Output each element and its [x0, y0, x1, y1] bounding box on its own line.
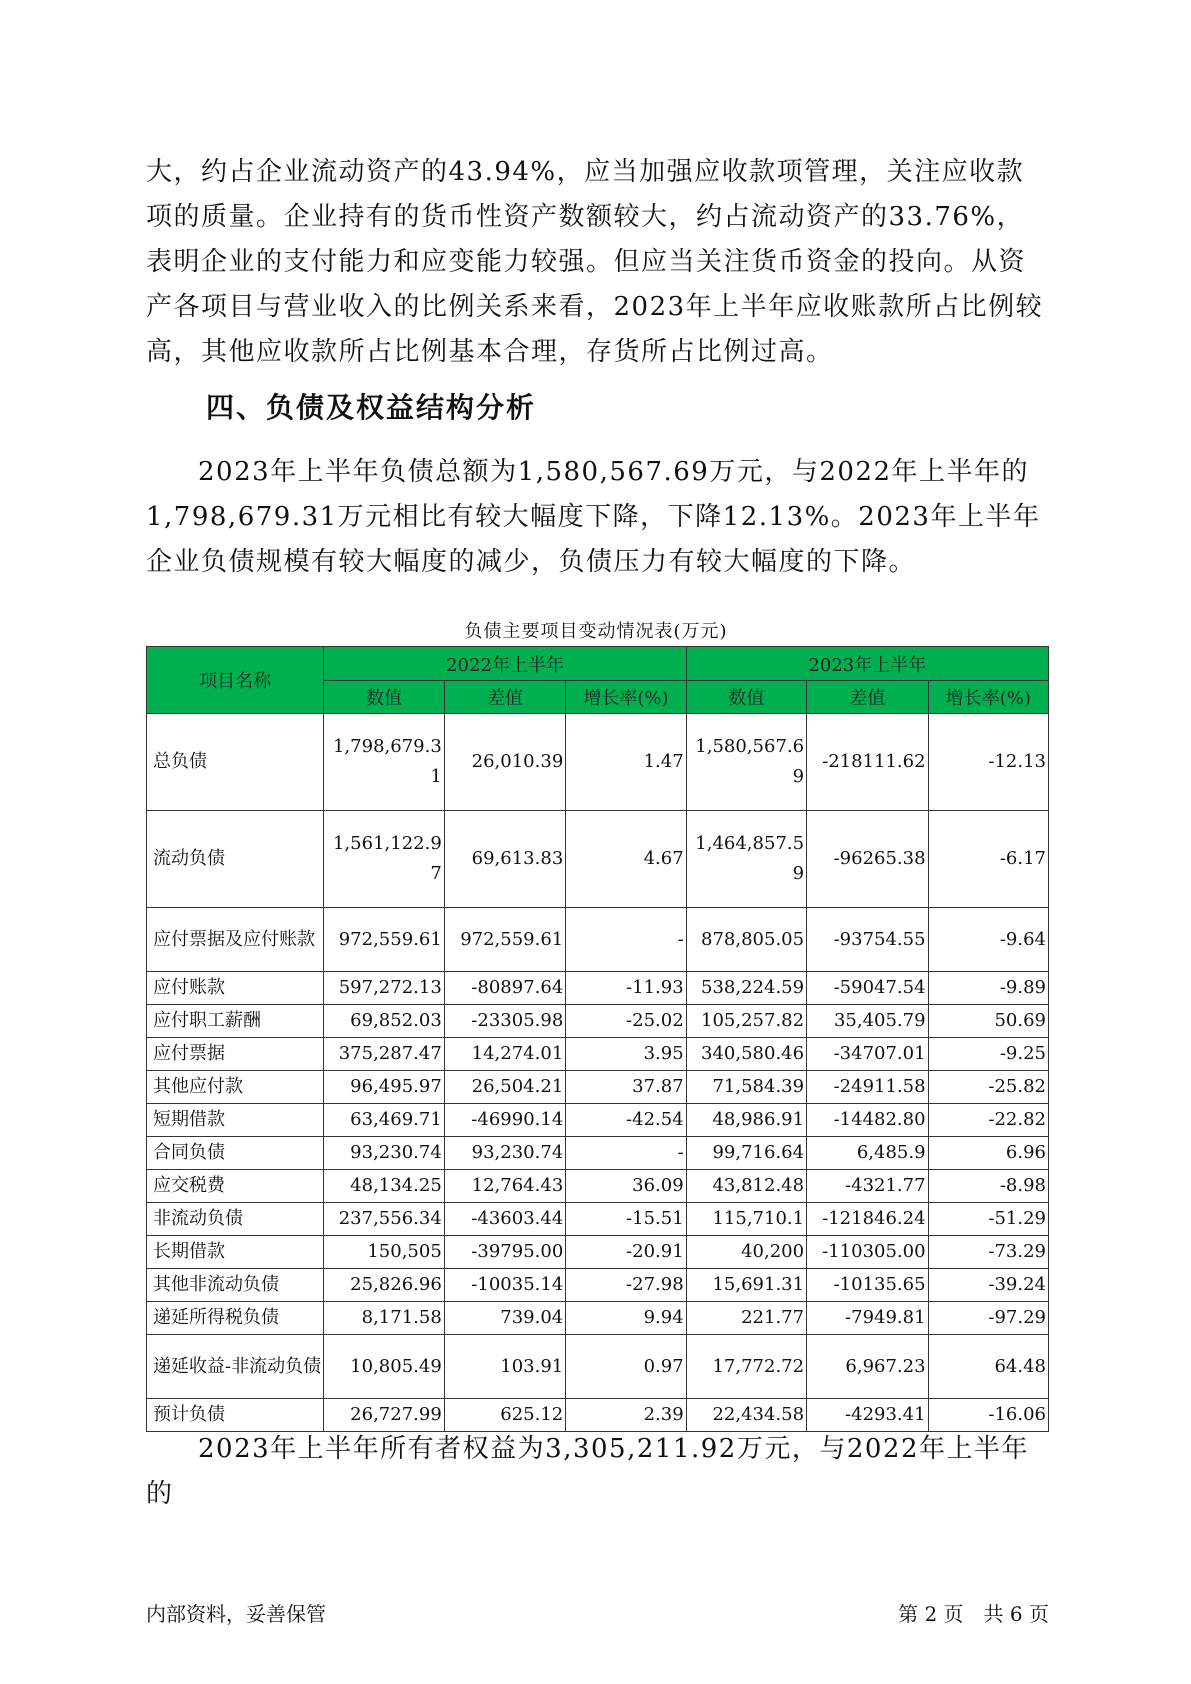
value-2023-cell: 40,200 [686, 1236, 806, 1269]
diff-2022-cell: 103.91 [444, 1335, 565, 1399]
value-2022-cell: 1,561,122.97 [324, 811, 444, 908]
diff-2022-cell: 69,613.83 [444, 811, 565, 908]
body-paragraph-equity: 2023年上半年所有者权益为3,305,211.92万元，与2022年上半年的 [146, 1434, 1030, 1509]
diff-2022-cell: 26,010.39 [444, 714, 565, 811]
value-2022-cell: 63,469.71 [324, 1104, 444, 1137]
table-row [147, 1071, 1049, 1104]
diff-2023-cell: -14482.80 [807, 1104, 928, 1137]
diff-2022-cell: 739.04 [444, 1302, 565, 1335]
value-2023-cell: 1,464,857.59 [686, 811, 806, 908]
table-row [147, 1137, 1049, 1170]
diff-2023-cell: -218111.62 [807, 714, 928, 811]
diff-2022-cell: -46990.14 [444, 1104, 565, 1137]
value-2022-cell: 10,805.49 [324, 1335, 444, 1399]
diff-2022-cell: 625.12 [444, 1399, 565, 1432]
table-row [147, 1170, 1049, 1203]
growth-2022-cell: -42.54 [566, 1104, 686, 1137]
growth-2022-cell: 2.39 [566, 1399, 686, 1432]
header-diff-2023: 差值 [807, 681, 928, 714]
header-value-2023: 数值 [686, 681, 806, 714]
growth-2022-cell: - [566, 908, 686, 972]
table-caption: 负债主要项目变动情况表(万元) [464, 621, 728, 642]
item-name-cell: 合同负债 [147, 1137, 324, 1170]
diff-2022-cell: 972,559.61 [444, 908, 565, 972]
growth-2023-cell: -25.82 [928, 1071, 1048, 1104]
header-value-2022: 数值 [324, 681, 444, 714]
item-name-cell: 流动负债 [147, 811, 324, 908]
item-name-cell: 预计负债 [147, 1399, 324, 1432]
value-2022-cell: 237,556.34 [324, 1203, 444, 1236]
diff-2023-cell: -4321.77 [807, 1170, 928, 1203]
value-2023-cell: 340,580.46 [686, 1038, 806, 1071]
growth-2023-cell: -16.06 [928, 1399, 1048, 1432]
value-2023-cell: 105,257.82 [686, 1005, 806, 1038]
growth-2022-cell: -20.91 [566, 1236, 686, 1269]
item-name-cell: 递延收益-非流动负债 [147, 1335, 324, 1399]
value-2022-cell: 93,230.74 [324, 1137, 444, 1170]
item-name-cell: 应付票据 [147, 1038, 324, 1071]
table-row [147, 1203, 1049, 1236]
table-row [147, 1104, 1049, 1137]
growth-2022-cell: 37.87 [566, 1071, 686, 1104]
item-name-cell: 其他应付款 [147, 1071, 324, 1104]
growth-2022-cell: 0.97 [566, 1335, 686, 1399]
value-2023-cell: 221.77 [686, 1302, 806, 1335]
diff-2023-cell: -34707.01 [807, 1038, 928, 1071]
footer-page-number: 第 2 页 共 6 页 [898, 1602, 1049, 1626]
value-2023-cell: 538,224.59 [686, 972, 806, 1005]
growth-2023-cell: 6.96 [928, 1137, 1048, 1170]
table-row [147, 1335, 1049, 1399]
table-row [147, 1038, 1049, 1071]
header-growth-2022: 增长率(%) [566, 681, 686, 714]
diff-2023-cell: -4293.41 [807, 1399, 928, 1432]
value-2023-cell: 17,772.72 [686, 1335, 806, 1399]
growth-2022-cell: -15.51 [566, 1203, 686, 1236]
table-row [147, 1236, 1049, 1269]
item-name-cell: 总负债 [147, 714, 324, 811]
diff-2023-cell: -10135.65 [807, 1269, 928, 1302]
item-name-cell: 应交税费 [147, 1170, 324, 1203]
diff-2023-cell: -110305.00 [807, 1236, 928, 1269]
table-row [147, 811, 1049, 908]
value-2023-cell: 22,434.58 [686, 1399, 806, 1432]
value-2022-cell: 150,505 [324, 1236, 444, 1269]
value-2022-cell: 8,171.58 [324, 1302, 444, 1335]
diff-2023-cell: -59047.54 [807, 972, 928, 1005]
diff-2023-cell: -24911.58 [807, 1071, 928, 1104]
growth-2023-cell: -9.89 [928, 972, 1048, 1005]
growth-2023-cell: -9.64 [928, 908, 1048, 972]
diff-2022-cell: -43603.44 [444, 1203, 565, 1236]
item-name-cell: 非流动负债 [147, 1203, 324, 1236]
growth-2023-cell: -73.29 [928, 1236, 1048, 1269]
value-2023-cell: 15,691.31 [686, 1269, 806, 1302]
liabilities-table [146, 646, 1049, 1432]
item-name-cell: 递延所得税负债 [147, 1302, 324, 1335]
diff-2023-cell: -96265.38 [807, 811, 928, 908]
value-2023-cell: 99,716.64 [686, 1137, 806, 1170]
table-row [147, 1302, 1049, 1335]
diff-2022-cell: 14,274.01 [444, 1038, 565, 1071]
growth-2023-cell: 64.48 [928, 1335, 1048, 1399]
growth-2023-cell: -39.24 [928, 1269, 1048, 1302]
value-2022-cell: 972,559.61 [324, 908, 444, 972]
growth-2022-cell: 36.09 [566, 1170, 686, 1203]
growth-2022-cell: 9.94 [566, 1302, 686, 1335]
item-name-cell: 长期借款 [147, 1236, 324, 1269]
value-2022-cell: 48,134.25 [324, 1170, 444, 1203]
growth-2022-cell: 1.47 [566, 714, 686, 811]
growth-2023-cell: -97.29 [928, 1302, 1048, 1335]
diff-2022-cell: -39795.00 [444, 1236, 565, 1269]
value-2022-cell: 96,495.97 [324, 1071, 444, 1104]
diff-2023-cell: -121846.24 [807, 1203, 928, 1236]
item-name-cell: 短期借款 [147, 1104, 324, 1137]
body-paragraph-assets: 大，约占企业流动资产的43.94%，应当加强应收款项管理，关注应收款项的质量。企业持有的货币性资产数额较大，约占流动资产的33.76%，表明企业的支付能力和应变能力较强。但应当关注货币资金的投向。从资产各项目与营业收入的比例关系来看，2023年上半年应收账款所占比例较高，其他应收款所占比例基本合理，存货所占比例过高。 [146, 157, 1044, 367]
value-2022-cell: 26,727.99 [324, 1399, 444, 1432]
growth-2023-cell: -9.25 [928, 1038, 1048, 1071]
value-2022-cell: 1,798,679.31 [324, 714, 444, 811]
value-2023-cell: 48,986.91 [686, 1104, 806, 1137]
value-2022-cell: 69,852.03 [324, 1005, 444, 1038]
header-period-2022: 2022年上半年 [324, 647, 686, 681]
value-2022-cell: 597,272.13 [324, 972, 444, 1005]
diff-2022-cell: -10035.14 [444, 1269, 565, 1302]
section-heading: 四、负债及权益结构分析 [206, 391, 537, 424]
diff-2022-cell: -80897.64 [444, 972, 565, 1005]
growth-2023-cell: -12.13 [928, 714, 1048, 811]
diff-2023-cell: 6,485.9 [807, 1137, 928, 1170]
growth-2022-cell: - [566, 1137, 686, 1170]
growth-2022-cell: 3.95 [566, 1038, 686, 1071]
item-name-cell: 应付票据及应付账款 [147, 908, 324, 972]
value-2023-cell: 878,805.05 [686, 908, 806, 972]
diff-2022-cell: 12,764.43 [444, 1170, 565, 1203]
table-row [147, 908, 1049, 972]
value-2023-cell: 43,812.48 [686, 1170, 806, 1203]
growth-2022-cell: -11.93 [566, 972, 686, 1005]
header-growth-2023: 增长率(%) [928, 681, 1048, 714]
diff-2022-cell: 93,230.74 [444, 1137, 565, 1170]
growth-2022-cell: -27.98 [566, 1269, 686, 1302]
footer-confidential-note: 内部资料，妥善保管 [146, 1602, 326, 1626]
value-2023-cell: 1,580,567.69 [686, 714, 806, 811]
diff-2022-cell: 26,504.21 [444, 1071, 565, 1104]
growth-2023-cell: -22.82 [928, 1104, 1048, 1137]
table-row [147, 972, 1049, 1005]
value-2023-cell: 71,584.39 [686, 1071, 806, 1104]
growth-2023-cell: 50.69 [928, 1005, 1048, 1038]
value-2023-cell: 115,710.1 [686, 1203, 806, 1236]
table-row [147, 1005, 1049, 1038]
growth-2022-cell: -25.02 [566, 1005, 686, 1038]
item-name-cell: 应付账款 [147, 972, 324, 1005]
body-paragraph-liabilities: 2023年上半年负债总额为1,580,567.69万元，与2022年上半年的1,798,679.31万元相比有较大幅度下降，下降12.13%。2023年上半年企业负债规模有较大幅度的减少，负债压力有较大幅度的下降。 [146, 457, 1041, 577]
growth-2022-cell: 4.67 [566, 811, 686, 908]
value-2022-cell: 25,826.96 [324, 1269, 444, 1302]
header-period-2023: 2023年上半年 [686, 647, 1048, 681]
growth-2023-cell: -6.17 [928, 811, 1048, 908]
item-name-cell: 其他非流动负债 [147, 1269, 324, 1302]
diff-2022-cell: -23305.98 [444, 1005, 565, 1038]
growth-2023-cell: -8.98 [928, 1170, 1048, 1203]
item-name-cell: 应付职工薪酬 [147, 1005, 324, 1038]
growth-2023-cell: -51.29 [928, 1203, 1048, 1236]
header-diff-2022: 差值 [444, 681, 565, 714]
table-row [147, 1269, 1049, 1302]
diff-2023-cell: 6,967.23 [807, 1335, 928, 1399]
diff-2023-cell: -93754.55 [807, 908, 928, 972]
value-2022-cell: 375,287.47 [324, 1038, 444, 1071]
table-row [147, 714, 1049, 811]
header-item-name: 项目名称 [147, 647, 324, 714]
diff-2023-cell: 35,405.79 [807, 1005, 928, 1038]
diff-2023-cell: -7949.81 [807, 1302, 928, 1335]
